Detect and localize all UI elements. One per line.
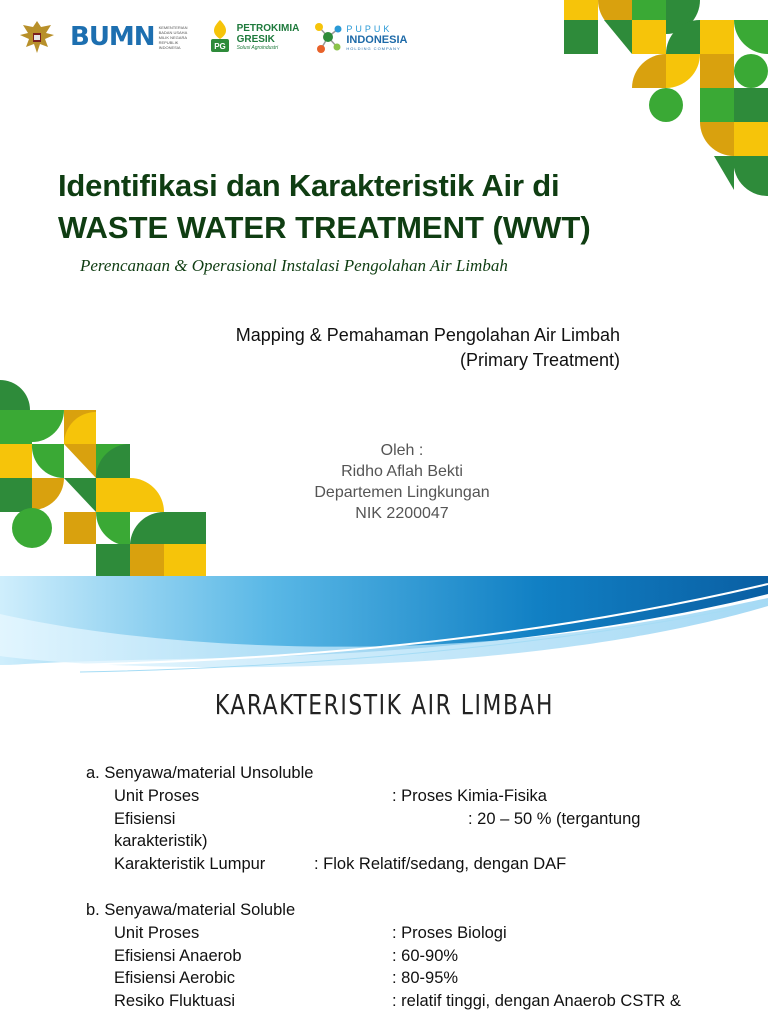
item-value: : 80-95% (392, 969, 459, 988)
slide-title-line-1: Identifikasi dan Karakteristik Air di (58, 168, 560, 203)
list-item (86, 853, 746, 876)
section-b-heading: b. Senyawa/material Soluble (86, 900, 296, 919)
wave-header-decoration (0, 576, 768, 676)
item-value: : 20 – 50 % (tergantung (468, 809, 641, 828)
list-item (86, 922, 746, 945)
item-value: : relatif tinggi, dengan Anaerob CSTR & (392, 992, 681, 1011)
author-block (262, 440, 542, 524)
garuda-logo (18, 17, 56, 57)
item-label: karakteristik) (114, 832, 208, 851)
slide-title-text: KARAKTERISTIK AIR LIMBAH (214, 688, 554, 721)
characteristics-list (86, 762, 746, 1013)
item-label: Unit Proses (114, 786, 200, 805)
item-label: Unit Proses (114, 923, 200, 942)
pupuk-top: PUPUK (346, 23, 393, 34)
bumn-subtitle: KEMENTERIAN BADAN USAHA MILIK NEGARA REPUBLIK INDONESIA (158, 24, 188, 50)
mapping-line-2: (Primary Treatment) (459, 350, 620, 370)
section-a-heading: a. Senyawa/material Unsoluble (86, 764, 314, 782)
pupuk-mid: INDONESIA (346, 33, 408, 46)
pupuk-bot: HOLDING COMPANY (346, 45, 401, 51)
item-value: : Proses Kimia-Fisika (392, 786, 547, 805)
bumn-mark: BUMN (70, 22, 155, 52)
author-name: Ridho Aflah Bekti (341, 463, 463, 480)
logo-row (18, 12, 421, 62)
section-a-heading-row (86, 762, 746, 785)
slide-title (0, 688, 768, 721)
item-label: Karakteristik Lumpur (114, 855, 266, 874)
item-label: Efisiensi (114, 809, 176, 828)
petrokimia-icon (207, 19, 233, 55)
item-value: : Flok Relatif/sedang, dengan DAF (314, 855, 567, 874)
garuda-icon (18, 17, 56, 57)
petrokimia-tagline: Solusi Agroindustri (236, 45, 279, 51)
bumn-logo (70, 22, 193, 52)
item-label: Efisiensi Anaerob (114, 946, 242, 965)
list-item (86, 967, 746, 990)
section-b-heading-row (86, 899, 746, 922)
list-item (86, 830, 746, 853)
petrokimia-mark: PG (213, 42, 226, 51)
mapping-text (236, 323, 620, 373)
item-value: : Proses Biologi (392, 923, 507, 942)
item-label: Efisiensi Aerobic (114, 969, 236, 988)
list-item (86, 945, 746, 968)
item-value: : 60-90% (392, 946, 459, 965)
item-label: Resiko Fluktuasi (114, 992, 236, 1011)
geometric-decoration-top-right (564, 0, 768, 196)
author-department: Departemen Lingkungan (314, 484, 490, 501)
slide-title-line-2: WASTE WATER TREATMENT (WWT) (58, 210, 591, 245)
content-slide (0, 576, 768, 1024)
author-nik: NIK 2200047 (355, 505, 449, 522)
pupuk-indonesia-logo (313, 19, 407, 55)
mapping-line-1: Mapping & Pemahaman Pengolahan Air Limbah (235, 325, 620, 345)
list-item (86, 785, 746, 808)
list-item (86, 990, 746, 1013)
author-by: Oleh : (380, 442, 424, 459)
petrokimia-name-2: GRESIK (236, 34, 275, 45)
petrokimia-logo (207, 19, 300, 55)
list-item (86, 808, 746, 831)
geometric-decoration-bottom-left (0, 380, 206, 576)
slide-subtitle: Perencanaan & Operasional Instalasi Pengolahan Air Limbah (80, 256, 508, 275)
petrokimia-name-1: PETROKIMIA (236, 23, 300, 34)
molecule-icon (313, 19, 343, 55)
